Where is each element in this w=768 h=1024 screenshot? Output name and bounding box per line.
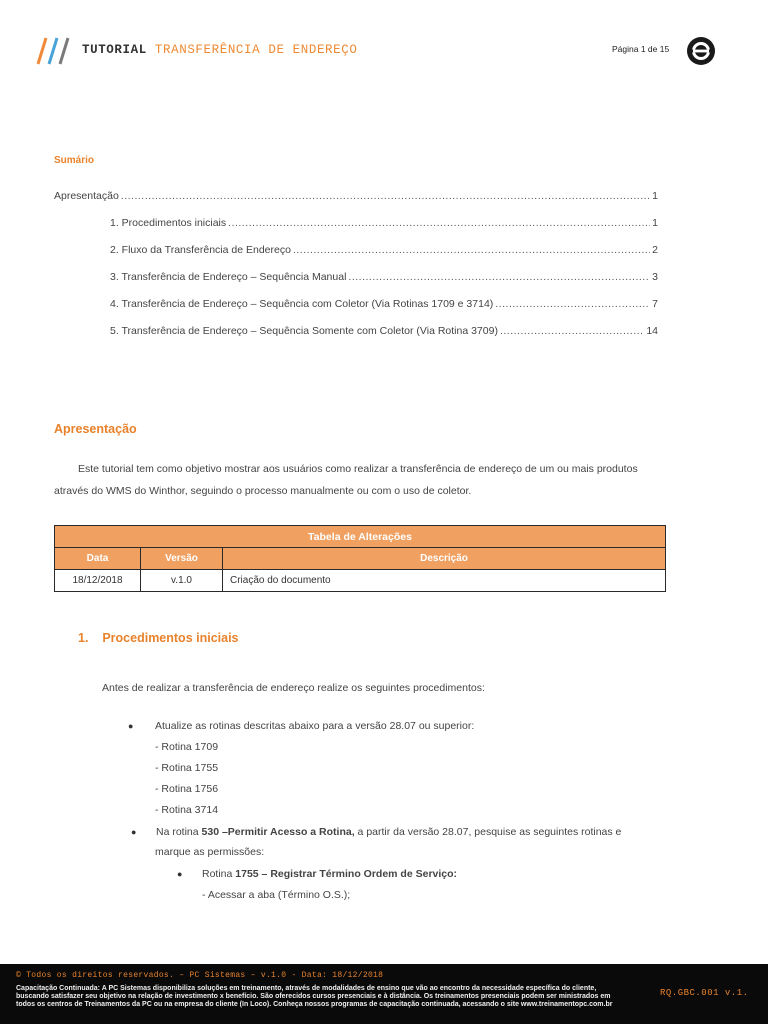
sub-bullet-rotina-1755: [202, 868, 457, 880]
toc-leader: [348, 271, 650, 283]
column-header-versao: Versão: [141, 548, 223, 570]
bullet-icon: ●: [177, 869, 183, 879]
toc-entry[interactable]: [110, 217, 658, 229]
toc-entry-label: Apresentação: [54, 190, 119, 202]
routine-item: - Rotina 1755: [155, 762, 219, 774]
sub-item-acessar-aba: - Acessar a aba (Término O.S.);: [202, 889, 351, 901]
toc-entry-page: 3: [652, 271, 658, 283]
cell-date: 18/12/2018: [55, 570, 141, 592]
toc-entry[interactable]: [110, 244, 658, 256]
toc-leader: [500, 325, 644, 337]
procedures-intro: Antes de realizar a transferência de endereço realize os seguintes procedimentos:: [102, 682, 485, 694]
table-title: Tabela de Alterações: [55, 526, 666, 548]
toc-entry-label: 4. Transferência de Endereço – Sequência com Coletor (Via Rotinas 1709 e 3714): [110, 298, 494, 310]
column-header-data: Data: [55, 548, 141, 570]
toc-entry-page: 14: [646, 325, 658, 337]
toc-entry-page: 7: [652, 298, 658, 310]
header-slashes-icon: [36, 36, 76, 66]
toc-leader: [228, 217, 650, 229]
routine-item: - Rotina 3714: [155, 804, 219, 816]
toc-entry[interactable]: [110, 298, 658, 310]
cell-description: Criação do documento: [223, 570, 666, 592]
intro-line-1: Este tutorial tem como objetivo mostrar aos usuários como realizar a transferência de endereço de um ou mais produtos: [78, 463, 638, 475]
toc-heading: Sumário: [54, 155, 95, 166]
bullet-update-routines: Atualize as rotinas descritas abaixo para a versão 28.07 ou superior:: [155, 720, 475, 732]
cell-version: v.1.0: [141, 570, 223, 592]
toc-entry-page: 1: [652, 217, 658, 229]
toc-leader: [121, 190, 650, 202]
table-row: [55, 570, 666, 592]
footer-document-code: RQ.GBC.001 v.1.: [660, 988, 749, 998]
permissions-routine: 530 –Permitir Acesso a Rotina,: [201, 826, 355, 838]
document-title: [82, 43, 357, 57]
page-number: Página 1 de 15: [612, 44, 670, 54]
routine-item: - Rotina 1709: [155, 741, 219, 753]
permissions-line-2: marque as permissões:: [155, 846, 265, 858]
totvs-logo-icon: [686, 36, 716, 66]
section-title: Procedimentos iniciais: [102, 631, 239, 645]
column-header-descricao: Descrição: [223, 548, 666, 570]
intro-paragraph: [54, 458, 666, 502]
footer-rights: © Todos os direitos reservados. – PC Sistemas – v.1.0 - Data: 18/12/2018: [16, 971, 384, 980]
title-main: TRANSFERÊNCIA DE ENDEREÇO: [154, 43, 358, 57]
toc-leader: [495, 298, 650, 310]
bullet-icon: ●: [128, 721, 134, 731]
toc-entry[interactable]: [54, 190, 658, 202]
bullet-icon: ●: [131, 827, 137, 837]
toc-entry-label: 1. Procedimentos iniciais: [110, 217, 227, 229]
section-number: 1.: [78, 631, 89, 645]
routine-item: - Rotina 1756: [155, 783, 219, 795]
toc-entry[interactable]: [110, 325, 658, 337]
section-heading-apresentacao: Apresentação: [54, 422, 137, 436]
footer-description: Capacitação Continuada: A PC Sistemas disponibiliza soluções em treinamento, através de modalidades de ensino que vão ao encontro da necessidade específica do cliente, buscando satisfazer seu objetivo na relação de investimento x benefício. São oferecidos cursos presenciais e à distância. Os treinamentos presenciais podem ser ministrados em todos os centros de Treinamentos da PC ou na empresa do cliente (In Loco). Conheça nossos programas de capacitação continuada, acessando o site www.treinamentopc.com.br: [16, 985, 613, 1009]
toc-entry-page: 1: [652, 190, 658, 202]
permissions-text-a: Na rotina: [156, 826, 202, 838]
toc-entry-page: 2: [652, 244, 658, 256]
permissions-text-b: a partir da versão 28.07, pesquise as seguintes rotinas e: [354, 826, 622, 838]
title-prefix: TUTORIAL: [82, 43, 147, 57]
changes-table: [54, 525, 666, 592]
toc-entry-label: 2. Fluxo da Transferência de Endereço: [110, 244, 291, 256]
section-heading-procedimentos: [78, 631, 239, 645]
bullet-permissions: [156, 826, 650, 838]
toc-entry-label: 5. Transferência de Endereço – Sequência Somente com Coletor (Via Rotina 3709): [110, 325, 498, 337]
intro-line-2: através do WMS do Winthor, seguindo o processo manualmente ou com o uso de coletor.: [54, 485, 472, 497]
toc-leader: [293, 244, 650, 256]
sub-bullet-routine: 1755 – Registrar Término Ordem de Serviço:: [235, 868, 458, 880]
toc-entry[interactable]: [110, 271, 658, 283]
toc-entry-label: 3. Transferência de Endereço – Sequência Manual: [110, 271, 347, 283]
sub-bullet-prefix: Rotina: [202, 868, 236, 880]
